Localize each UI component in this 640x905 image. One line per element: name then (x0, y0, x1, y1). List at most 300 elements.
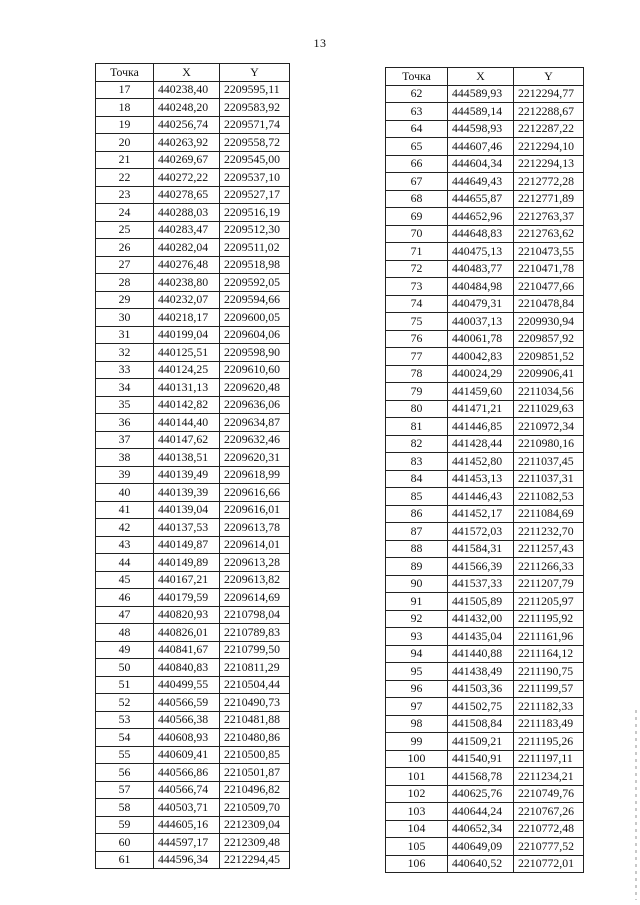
cell-point: 65 (386, 138, 448, 156)
table-row (96, 81, 290, 99)
cell-point: 40 (96, 484, 154, 502)
table-row (386, 523, 584, 541)
cell-point: 19 (96, 116, 154, 134)
table-row (386, 715, 584, 733)
cell-y: 2210478,84 (514, 295, 584, 313)
cell-x: 440499,55 (154, 676, 220, 694)
cell-y: 2209614,69 (220, 589, 290, 607)
cell-y: 2210490,73 (220, 694, 290, 712)
cell-y: 2210972,34 (514, 418, 584, 436)
table-row (96, 221, 290, 239)
cell-y: 2210509,70 (220, 799, 290, 817)
table-row (96, 431, 290, 449)
cell-point: 20 (96, 134, 154, 152)
cell-x: 444596,34 (154, 851, 220, 869)
table-row (386, 750, 584, 768)
table-row (386, 365, 584, 383)
header-y: Y (514, 68, 584, 86)
cell-x: 444655,87 (448, 190, 514, 208)
table-row (386, 348, 584, 366)
cell-x: 441428,44 (448, 435, 514, 453)
cell-x: 444649,43 (448, 173, 514, 191)
cell-x: 440288,03 (154, 204, 220, 222)
cell-y: 2210772,01 (514, 855, 584, 873)
cell-point: 35 (96, 396, 154, 414)
cell-point: 41 (96, 501, 154, 519)
cell-x: 440124,25 (154, 361, 220, 379)
cell-point: 63 (386, 103, 448, 121)
table-row (386, 330, 584, 348)
cell-point: 47 (96, 606, 154, 624)
cell-point: 87 (386, 523, 448, 541)
table-row (386, 225, 584, 243)
cell-x: 444652,96 (448, 208, 514, 226)
cell-point: 93 (386, 628, 448, 646)
cell-point: 53 (96, 711, 154, 729)
cell-x: 440841,67 (154, 641, 220, 659)
table-row (96, 484, 290, 502)
cell-y: 2209604,06 (220, 326, 290, 344)
cell-y: 2211084,69 (514, 505, 584, 523)
cell-x: 440625,76 (448, 785, 514, 803)
cell-x: 440256,74 (154, 116, 220, 134)
cell-point: 58 (96, 799, 154, 817)
table-row (386, 680, 584, 698)
table-row (96, 204, 290, 222)
cell-point: 32 (96, 344, 154, 362)
cell-point: 23 (96, 186, 154, 204)
cell-point: 70 (386, 225, 448, 243)
cell-x: 440276,48 (154, 256, 220, 274)
cell-point: 29 (96, 291, 154, 309)
cell-point: 69 (386, 208, 448, 226)
cell-x: 440199,04 (154, 326, 220, 344)
cell-x: 441572,03 (448, 523, 514, 541)
cell-y: 2209620,48 (220, 379, 290, 397)
cell-y: 2212294,45 (220, 851, 290, 869)
cell-x: 441440,88 (448, 645, 514, 663)
cell-point: 96 (386, 680, 448, 698)
cell-x: 440137,53 (154, 519, 220, 537)
cell-x: 440283,47 (154, 221, 220, 239)
cell-point: 27 (96, 256, 154, 274)
table-row (386, 855, 584, 873)
cell-y: 2212294,77 (514, 85, 584, 103)
cell-y: 2212763,37 (514, 208, 584, 226)
table-row (386, 733, 584, 751)
cell-x: 440142,82 (154, 396, 220, 414)
cell-x: 440640,52 (448, 855, 514, 873)
cell-point: 39 (96, 466, 154, 484)
cell-x: 441509,21 (448, 733, 514, 751)
cell-y: 2211082,53 (514, 488, 584, 506)
cell-x: 444604,34 (448, 155, 514, 173)
table-row (96, 151, 290, 169)
cell-x: 440826,01 (154, 624, 220, 642)
table-row (96, 816, 290, 834)
cell-y: 2209930,94 (514, 313, 584, 331)
table-header-row (96, 64, 290, 82)
cell-point: 30 (96, 309, 154, 327)
cell-y: 2210980,16 (514, 435, 584, 453)
cell-x: 440149,87 (154, 536, 220, 554)
cell-point: 74 (386, 295, 448, 313)
cell-point: 102 (386, 785, 448, 803)
table-row (96, 466, 290, 484)
cell-point: 28 (96, 274, 154, 292)
cell-point: 92 (386, 610, 448, 628)
cell-point: 54 (96, 729, 154, 747)
cell-x: 440138,51 (154, 449, 220, 467)
cell-x: 440566,86 (154, 764, 220, 782)
table-row (96, 799, 290, 817)
cell-y: 2209511,02 (220, 239, 290, 257)
cell-x: 440042,83 (448, 348, 514, 366)
table-row (386, 785, 584, 803)
cell-x: 440144,40 (154, 414, 220, 432)
cell-y: 2211199,57 (514, 680, 584, 698)
cell-x: 441502,75 (448, 698, 514, 716)
cell-y: 2209614,01 (220, 536, 290, 554)
cell-point: 100 (386, 750, 448, 768)
cell-point: 17 (96, 81, 154, 99)
cell-x: 441432,00 (448, 610, 514, 628)
cell-x: 440131,13 (154, 379, 220, 397)
table-row (386, 155, 584, 173)
cell-y: 2211195,26 (514, 733, 584, 751)
header-point: Точка (386, 68, 448, 86)
cell-point: 76 (386, 330, 448, 348)
table-row (386, 645, 584, 663)
cell-x: 441446,43 (448, 488, 514, 506)
cell-x: 441438,49 (448, 663, 514, 681)
cell-y: 2211029,63 (514, 400, 584, 418)
table-row (96, 379, 290, 397)
table-row (96, 764, 290, 782)
cell-y: 2209558,72 (220, 134, 290, 152)
cell-point: 99 (386, 733, 448, 751)
cell-y: 2209583,92 (220, 99, 290, 117)
cell-x: 440125,51 (154, 344, 220, 362)
table-row (386, 488, 584, 506)
cell-y: 2211195,92 (514, 610, 584, 628)
cell-x: 444605,16 (154, 816, 220, 834)
table-row (96, 519, 290, 537)
cell-point: 56 (96, 764, 154, 782)
table-row (386, 838, 584, 856)
table-row (386, 558, 584, 576)
cell-x: 441508,84 (448, 715, 514, 733)
cell-x: 440238,40 (154, 81, 220, 99)
table-row (386, 190, 584, 208)
cell-x: 440652,34 (448, 820, 514, 838)
table-row (96, 729, 290, 747)
cell-x: 444589,93 (448, 85, 514, 103)
cell-y: 2211257,43 (514, 540, 584, 558)
cell-x: 440566,74 (154, 781, 220, 799)
header-point: Точка (96, 64, 154, 82)
table-row (386, 610, 584, 628)
cell-y: 2209636,06 (220, 396, 290, 414)
cell-y: 2209527,17 (220, 186, 290, 204)
cell-y: 2212309,48 (220, 834, 290, 852)
cell-point: 60 (96, 834, 154, 852)
table-row (96, 169, 290, 187)
cell-point: 61 (96, 851, 154, 869)
cell-y: 2209618,99 (220, 466, 290, 484)
cell-point: 52 (96, 694, 154, 712)
cell-y: 2209537,10 (220, 169, 290, 187)
cell-x: 441505,89 (448, 593, 514, 611)
table-row (386, 278, 584, 296)
table-body-left (96, 81, 290, 869)
table-row (96, 186, 290, 204)
cell-point: 91 (386, 593, 448, 611)
table-row (96, 571, 290, 589)
cell-y: 2210471,78 (514, 260, 584, 278)
cell-point: 75 (386, 313, 448, 331)
cell-point: 18 (96, 99, 154, 117)
cell-point: 64 (386, 120, 448, 138)
cell-y: 2210500,85 (220, 746, 290, 764)
table-row (96, 781, 290, 799)
cell-point: 22 (96, 169, 154, 187)
cell-x: 440609,41 (154, 746, 220, 764)
cell-point: 21 (96, 151, 154, 169)
table-row (386, 85, 584, 103)
cell-point: 83 (386, 453, 448, 471)
table-row (96, 851, 290, 869)
cell-x: 440139,39 (154, 484, 220, 502)
cell-x: 440061,78 (448, 330, 514, 348)
cell-x: 444589,14 (448, 103, 514, 121)
cell-y: 2211161,96 (514, 628, 584, 646)
cell-x: 440840,83 (154, 659, 220, 677)
cell-x: 440167,21 (154, 571, 220, 589)
coordinates-table-left (95, 63, 290, 869)
cell-y: 2211234,21 (514, 768, 584, 786)
table-row (386, 313, 584, 331)
cell-x: 440566,59 (154, 694, 220, 712)
cell-y: 2209594,66 (220, 291, 290, 309)
table-row (386, 243, 584, 261)
cell-x: 440282,04 (154, 239, 220, 257)
cell-point: 66 (386, 155, 448, 173)
cell-point: 78 (386, 365, 448, 383)
table-row (96, 116, 290, 134)
cell-y: 2210749,76 (514, 785, 584, 803)
cell-y: 2210798,04 (220, 606, 290, 624)
table-row (96, 414, 290, 432)
table-row (386, 103, 584, 121)
table-row (96, 694, 290, 712)
table-row (386, 120, 584, 138)
cell-point: 50 (96, 659, 154, 677)
cell-y: 2211183,49 (514, 715, 584, 733)
cell-x: 440139,04 (154, 501, 220, 519)
cell-x: 441459,60 (448, 383, 514, 401)
cell-y: 2209632,46 (220, 431, 290, 449)
table-row (96, 361, 290, 379)
cell-y: 2209857,92 (514, 330, 584, 348)
header-x: X (448, 68, 514, 86)
cell-x: 441540,91 (448, 750, 514, 768)
table-row (96, 746, 290, 764)
cell-x: 440278,65 (154, 186, 220, 204)
cell-x: 440644,24 (448, 803, 514, 821)
table-row (96, 606, 290, 624)
cell-point: 85 (386, 488, 448, 506)
header-x: X (154, 64, 220, 82)
cell-y: 2212288,67 (514, 103, 584, 121)
cell-y: 2212309,04 (220, 816, 290, 834)
cell-point: 31 (96, 326, 154, 344)
header-y: Y (220, 64, 290, 82)
cell-x: 440820,93 (154, 606, 220, 624)
cell-y: 2209571,74 (220, 116, 290, 134)
cell-x: 440269,67 (154, 151, 220, 169)
cell-point: 98 (386, 715, 448, 733)
table-row (96, 291, 290, 309)
table-row (386, 698, 584, 716)
cell-point: 46 (96, 589, 154, 607)
table-row (96, 624, 290, 642)
cell-point: 81 (386, 418, 448, 436)
cell-x: 440483,77 (448, 260, 514, 278)
cell-y: 2211034,56 (514, 383, 584, 401)
cell-x: 441537,33 (448, 575, 514, 593)
cell-x: 441503,36 (448, 680, 514, 698)
table-row (96, 449, 290, 467)
cell-y: 2210480,86 (220, 729, 290, 747)
cell-y: 2210504,44 (220, 676, 290, 694)
cell-y: 2209851,52 (514, 348, 584, 366)
cell-point: 67 (386, 173, 448, 191)
cell-y: 2212771,89 (514, 190, 584, 208)
cell-point: 90 (386, 575, 448, 593)
cell-y: 2210473,55 (514, 243, 584, 261)
table-row (386, 138, 584, 156)
table-row (96, 834, 290, 852)
cell-x: 441568,78 (448, 768, 514, 786)
cell-point: 62 (386, 85, 448, 103)
cell-point: 34 (96, 379, 154, 397)
cell-point: 45 (96, 571, 154, 589)
cell-y: 2210496,82 (220, 781, 290, 799)
table-row (386, 593, 584, 611)
cell-point: 79 (386, 383, 448, 401)
cell-y: 2209613,28 (220, 554, 290, 572)
cell-y: 2212287,22 (514, 120, 584, 138)
table-row (386, 575, 584, 593)
coordinates-table-right (385, 67, 584, 873)
cell-y: 2209613,82 (220, 571, 290, 589)
cell-y: 2209906,41 (514, 365, 584, 383)
table-row (386, 173, 584, 191)
cell-x: 440149,89 (154, 554, 220, 572)
cell-y: 2211232,70 (514, 523, 584, 541)
cell-x: 444607,46 (448, 138, 514, 156)
cell-point: 105 (386, 838, 448, 856)
table-header-row (386, 68, 584, 86)
cell-point: 73 (386, 278, 448, 296)
table-row (386, 820, 584, 838)
table-row (96, 659, 290, 677)
cell-point: 43 (96, 536, 154, 554)
table-row (96, 711, 290, 729)
table-row (96, 134, 290, 152)
cell-x: 440649,09 (448, 838, 514, 856)
cell-y: 2209620,31 (220, 449, 290, 467)
cell-point: 80 (386, 400, 448, 418)
table-row (96, 501, 290, 519)
cell-point: 26 (96, 239, 154, 257)
cell-y: 2212294,13 (514, 155, 584, 173)
table-row (96, 589, 290, 607)
cell-y: 2210477,66 (514, 278, 584, 296)
cell-y: 2211037,31 (514, 470, 584, 488)
cell-y: 2210777,52 (514, 838, 584, 856)
table-row (386, 208, 584, 226)
cell-y: 2209616,66 (220, 484, 290, 502)
cell-x: 440179,59 (154, 589, 220, 607)
cell-point: 68 (386, 190, 448, 208)
cell-point: 82 (386, 435, 448, 453)
cell-point: 42 (96, 519, 154, 537)
table-row (96, 676, 290, 694)
table-row (386, 400, 584, 418)
cell-y: 2209598,90 (220, 344, 290, 362)
cell-point: 72 (386, 260, 448, 278)
table-row (96, 274, 290, 292)
cell-x: 441446,85 (448, 418, 514, 436)
cell-point: 86 (386, 505, 448, 523)
cell-x: 440232,07 (154, 291, 220, 309)
table-row (96, 641, 290, 659)
cell-point: 57 (96, 781, 154, 799)
cell-y: 2211182,33 (514, 698, 584, 716)
table-row (96, 309, 290, 327)
cell-x: 440484,98 (448, 278, 514, 296)
table-row (386, 540, 584, 558)
table-row (96, 344, 290, 362)
cell-y: 2212763,62 (514, 225, 584, 243)
table-body-right (386, 85, 584, 873)
cell-x: 440263,92 (154, 134, 220, 152)
cell-point: 49 (96, 641, 154, 659)
cell-y: 2209600,05 (220, 309, 290, 327)
cell-x: 441584,31 (448, 540, 514, 558)
cell-point: 25 (96, 221, 154, 239)
cell-y: 2210772,48 (514, 820, 584, 838)
cell-x: 440479,31 (448, 295, 514, 313)
cell-x: 440024,29 (448, 365, 514, 383)
cell-point: 38 (96, 449, 154, 467)
table-row (386, 418, 584, 436)
cell-point: 55 (96, 746, 154, 764)
table-row (386, 383, 584, 401)
table-row (386, 453, 584, 471)
table-row (386, 768, 584, 786)
cell-x: 441566,39 (448, 558, 514, 576)
cell-x: 444648,83 (448, 225, 514, 243)
cell-y: 2211205,97 (514, 593, 584, 611)
cell-point: 89 (386, 558, 448, 576)
cell-x: 441452,17 (448, 505, 514, 523)
cell-y: 2209545,00 (220, 151, 290, 169)
cell-x: 440475,13 (448, 243, 514, 261)
cell-y: 2211164,12 (514, 645, 584, 663)
